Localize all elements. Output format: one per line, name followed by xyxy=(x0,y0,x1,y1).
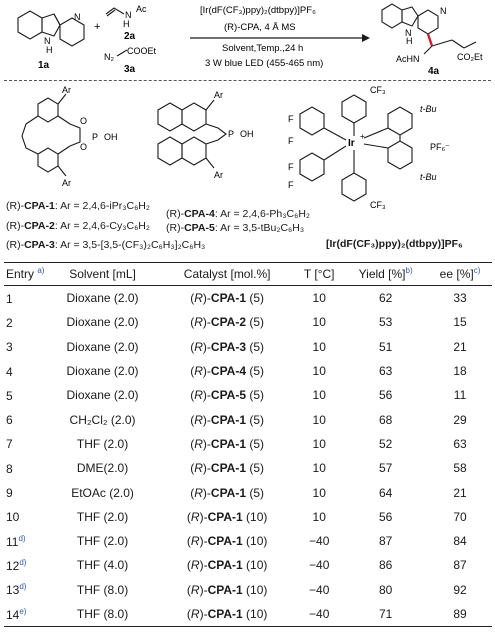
cell-solvent: Dioxane (2.0) xyxy=(66,315,139,330)
n-label: N xyxy=(74,12,81,22)
oh-spinol: OH xyxy=(104,132,118,142)
cell-entry: 4 xyxy=(6,364,13,379)
condition-photocatalyst: [Ir(dF(CF₃)ppy)₂(dtbpy)]PF₆ xyxy=(200,5,316,16)
cell-solvent: Dioxane (2.0) xyxy=(66,339,139,354)
table-row xyxy=(4,578,492,602)
cell-temperature: 10 xyxy=(312,412,326,427)
cell-catalyst: (R)-CPA-5 (5) xyxy=(190,388,265,403)
reactant-1a-label: 1a xyxy=(38,60,50,71)
ir-catalyst-name: [Ir(dF(CF₃)ppy)₂(dtbpy)]PF₆ xyxy=(326,238,463,250)
p-binol: P xyxy=(228,129,235,139)
cell-yield: 56 xyxy=(378,509,393,524)
h-2a: H xyxy=(123,19,130,29)
achn-4a: AcHN xyxy=(396,54,420,64)
cell-yield: 57 xyxy=(378,461,393,476)
legend-cpa-1: (R)-CPA-1: Ar = 2,4,6-iPr₃C₆H₂ xyxy=(6,200,150,212)
n-4a: N xyxy=(440,6,447,16)
cell-yield: 56 xyxy=(378,388,393,403)
cell-entry: 6 xyxy=(6,413,13,428)
cell-ee: 92 xyxy=(453,582,467,597)
cell-ee: 63 xyxy=(453,436,467,451)
ester-4a: CO₂Et xyxy=(457,52,483,62)
cell-ee: 21 xyxy=(453,339,467,354)
ar-top-binol: Ar xyxy=(214,90,223,100)
cell-catalyst: (R)-CPA-1 (5) xyxy=(190,291,265,306)
cell-temperature: 10 xyxy=(312,364,326,379)
cell-catalyst: (R)-CPA-4 (5) xyxy=(190,364,265,379)
table-row xyxy=(4,407,492,431)
cell-solvent: THF (2.0) xyxy=(76,509,129,524)
cell-ee: 15 xyxy=(453,315,467,330)
header-ee: ee [%]$^{c)}$ xyxy=(428,263,492,286)
header-solvent: Solvent [mL] xyxy=(46,263,159,286)
cell-solvent: Dioxane (2.0) xyxy=(66,291,139,306)
f-1: F xyxy=(288,114,294,124)
cell-entry: 14$^{e)}$ xyxy=(4,602,46,627)
cell-ee: 89 xyxy=(428,602,492,627)
cell-solvent: Dioxane (2.0) xyxy=(66,388,139,403)
plus-sign: + xyxy=(94,21,101,33)
legend-cpa-3: (R)-CPA-3: Ar = 3,5-[3,5-(CF₃)₂C₆H₃]₂C₆H₃ xyxy=(6,239,206,251)
table-header-row xyxy=(4,263,492,286)
table-row xyxy=(4,432,492,456)
reaction-scheme xyxy=(0,0,495,78)
o-spinol-1: O xyxy=(80,116,88,126)
table-row xyxy=(4,480,492,504)
cell-temperature: 10 xyxy=(312,315,326,330)
table-row xyxy=(4,359,492,383)
cell-catalyst: (R)-CPA-1 (5) xyxy=(190,485,265,500)
cell-ee: 21 xyxy=(453,485,467,500)
cell-ee: 33 xyxy=(453,291,467,306)
cell-yield: 63 xyxy=(378,364,393,379)
header-entry: Entry $^{a)}$ xyxy=(4,263,46,286)
legend-cpa-4: (R)-CPA-4: Ar = 2,4,6-Ph₃C₆H₂ xyxy=(166,208,310,220)
cell-ee: 11 xyxy=(453,388,467,403)
nh-label: N xyxy=(44,36,51,46)
cell-entry: 1 xyxy=(6,291,13,306)
legend-cpa-5: (R)-CPA-5: Ar = 3,5-tBu₂C₆H₃ xyxy=(166,222,305,234)
legend-cpa-2: (R)-CPA-2: Ar = 2,4,6-Cy₃C₆H₂ xyxy=(6,220,150,232)
cell-ee: 84 xyxy=(453,534,467,549)
tbu-top: t-Bu xyxy=(420,104,437,114)
h-4a: H xyxy=(406,36,413,46)
cell-catalyst: (R)-CPA-1 (10) xyxy=(186,534,268,549)
cell-ee: 70 xyxy=(453,509,467,524)
cell-entry: 8 xyxy=(6,461,13,476)
cell-yield: 80 xyxy=(378,582,393,597)
table-row xyxy=(4,335,492,359)
product-4a-label: 4a xyxy=(428,66,440,77)
cell-temperature: −40 xyxy=(295,602,343,627)
cell-entry: 12$^{d)}$ xyxy=(6,557,27,573)
new-bond xyxy=(428,34,432,46)
oh-binol: OH xyxy=(240,129,254,139)
reactant-2a-label: 2a xyxy=(124,31,136,42)
optimization-table xyxy=(4,262,492,627)
cell-catalyst: (R)-CPA-1 (10) xyxy=(186,582,268,597)
ar-top-spinol: Ar xyxy=(62,85,71,95)
f-2: F xyxy=(288,136,294,146)
o-spinol-2: O xyxy=(80,142,88,152)
ar-bottom-binol: Ar xyxy=(214,170,223,180)
table-row xyxy=(4,505,492,529)
section-divider xyxy=(4,80,491,81)
cell-temperature: 10 xyxy=(312,388,326,403)
ester-3a: COOEt xyxy=(127,46,157,56)
cell-catalyst: (R)-CPA-1 (10) xyxy=(186,509,268,524)
n-2a: N xyxy=(125,10,132,20)
cell-catalyst: (R)-CPA-1 (10) xyxy=(159,602,295,627)
cell-solvent: THF (2.0) xyxy=(76,436,129,451)
diazo-n2: N₂ xyxy=(104,52,114,62)
cell-entry: 3 xyxy=(6,340,13,355)
cell-catalyst: (R)-CPA-1 (5) xyxy=(190,412,265,427)
cell-temperature: 10 xyxy=(312,291,326,306)
cell-solvent: CH₂Cl₂ (2.0) xyxy=(69,412,136,427)
cell-yield: 52 xyxy=(378,436,393,451)
condition-cpa: (R)-CPA, 4 Å MS xyxy=(224,22,296,33)
reactant-3a-label: 3a xyxy=(124,64,136,75)
cell-entry: 11$^{d)}$ xyxy=(6,533,26,549)
cell-temperature: 10 xyxy=(312,436,326,451)
cell-entry: 2 xyxy=(6,315,13,330)
h-label: H xyxy=(46,45,53,55)
cell-solvent: THF (2.0) xyxy=(76,534,129,549)
cell-entry: 7 xyxy=(6,437,13,452)
cell-yield: 64 xyxy=(378,485,393,500)
f-3: F xyxy=(288,162,294,172)
cell-ee: 58 xyxy=(453,461,467,476)
cell-ee: 18 xyxy=(453,364,467,379)
cell-entry: 13$^{d)}$ xyxy=(6,582,27,598)
table-row xyxy=(4,456,492,480)
cell-catalyst: (R)-CPA-1 (10) xyxy=(186,558,268,573)
condition-solvent: Solvent,Temp.,24 h xyxy=(222,43,304,54)
cell-solvent: THF (8.0) xyxy=(46,602,159,627)
cell-temperature: 10 xyxy=(312,485,326,500)
cell-solvent: EtOAc (2.0) xyxy=(71,485,134,500)
cell-solvent: THF (4.0) xyxy=(76,558,129,573)
table-row xyxy=(4,602,492,627)
table-row xyxy=(4,529,492,553)
cell-catalyst: (R)-CPA-3 (5) xyxy=(190,339,265,354)
table-row xyxy=(4,310,492,334)
cell-yield: 62 xyxy=(378,291,393,306)
table-row xyxy=(4,286,492,311)
cell-catalyst: (R)-CPA-1 (5) xyxy=(190,436,265,451)
cell-yield: 51 xyxy=(378,339,393,354)
ir-charge: + xyxy=(360,132,365,141)
cell-entry: 9 xyxy=(6,486,13,501)
ac-2a: Ac xyxy=(136,4,147,14)
pf6-counterion: PF₆⁻ xyxy=(430,142,450,152)
cell-temperature: 10 xyxy=(312,509,326,524)
cell-yield: 87 xyxy=(378,534,393,549)
cell-catalyst: (R)-CPA-2 (5) xyxy=(190,315,265,330)
p-spinol: P xyxy=(92,132,99,142)
cell-ee: 87 xyxy=(453,558,467,573)
cell-temperature: −40 xyxy=(309,534,330,549)
cell-ee: 29 xyxy=(453,412,467,427)
cell-solvent: DME(2.0) xyxy=(76,461,129,476)
cell-temperature: −40 xyxy=(309,558,330,573)
header-temperature: T [°C] xyxy=(295,263,343,286)
cell-temperature: 10 xyxy=(312,339,326,354)
tbu-bottom: t-Bu xyxy=(420,172,437,182)
header-yield: Yield [%]$^{b)}$ xyxy=(343,263,428,286)
cf3-bottom: CF₃ xyxy=(370,200,386,210)
condition-light: 3 W blue LED (455-465 nm) xyxy=(205,58,324,69)
ar-bottom-spinol: Ar xyxy=(62,178,71,188)
cell-yield: 86 xyxy=(378,558,393,573)
cell-yield: 53 xyxy=(378,315,393,330)
cell-solvent: Dioxane (2.0) xyxy=(66,364,139,379)
cell-temperature: −40 xyxy=(309,582,330,597)
nh-4a: N xyxy=(405,28,412,38)
cell-solvent: THF (8.0) xyxy=(76,582,129,597)
table-row xyxy=(4,383,492,407)
cell-yield: 71 xyxy=(343,602,428,627)
cell-yield: 68 xyxy=(378,412,393,427)
f-4: F xyxy=(288,180,294,190)
ir-center: Ir xyxy=(348,138,355,149)
cell-temperature: 10 xyxy=(312,461,326,476)
cell-catalyst: (R)-CPA-1 (5) xyxy=(190,461,265,476)
cell-entry: 5 xyxy=(6,388,13,403)
cf3-top: CF₃ xyxy=(370,85,386,95)
cell-entry: 10 xyxy=(6,510,20,525)
table-row xyxy=(4,553,492,577)
header-catalyst: Catalyst [mol.%] xyxy=(159,263,295,286)
